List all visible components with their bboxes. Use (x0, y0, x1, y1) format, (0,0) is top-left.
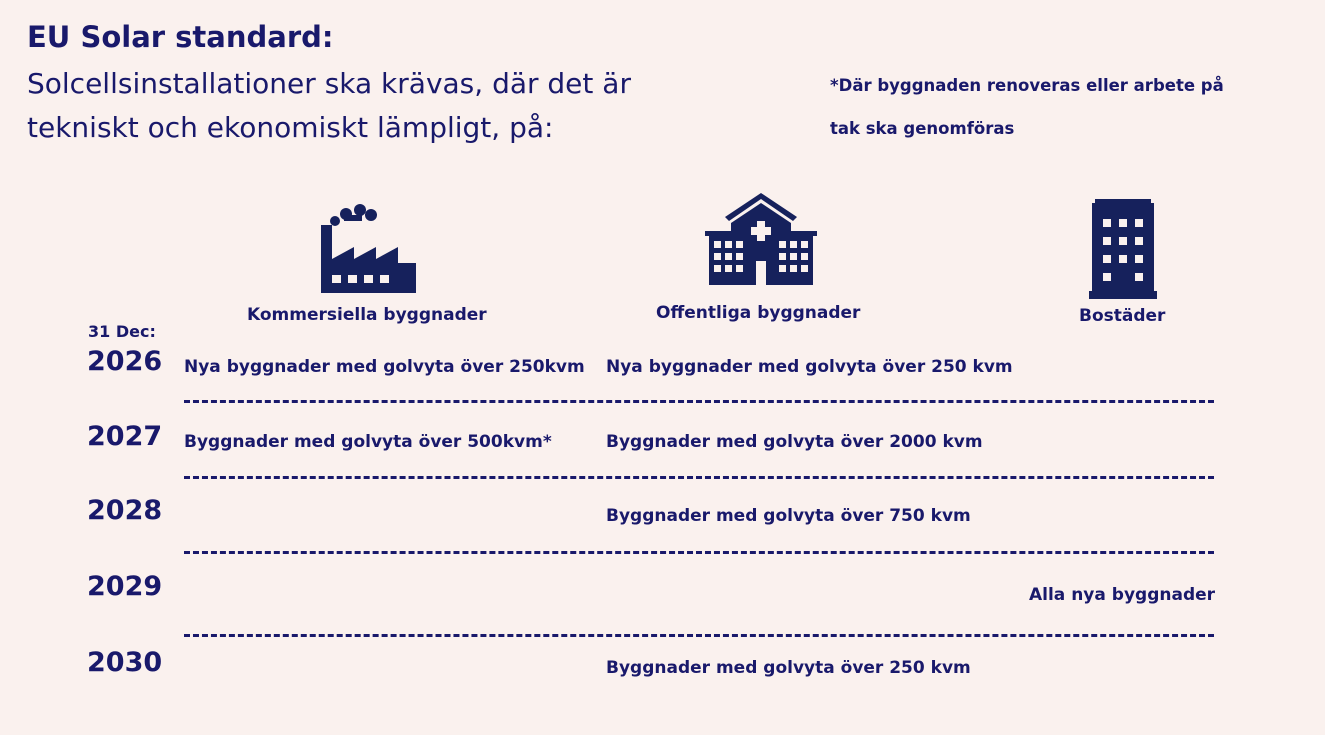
commercial-requirement: Nya byggnader med golvyta över 250kvm (184, 357, 585, 377)
residential-requirement: Alla nya byggnader (1029, 585, 1216, 605)
date-label: 31 Dec: (88, 322, 156, 341)
year-label: 2029 (87, 571, 163, 602)
page-subtitle: Solcellsinstallationer ska krävas, där det är tekniskt och ekonomiskt lämpligt, på: (27, 67, 631, 144)
row-divider (184, 551, 1214, 554)
year-label: 2027 (87, 421, 163, 452)
year-label: 2030 (87, 647, 163, 678)
factory-icon (318, 203, 418, 295)
public-building-icon (705, 193, 817, 287)
row-divider (184, 400, 1214, 403)
row-divider (184, 634, 1214, 637)
year-label: 2028 (87, 495, 163, 526)
public-requirement: Byggnader med golvyta över 2000 kvm (606, 432, 983, 452)
column-label-commercial: Kommersiella byggnader (247, 305, 487, 325)
commercial-requirement: Byggnader med golvyta över 500kvm* (184, 432, 552, 452)
public-requirement: Nya byggnader med golvyta över 250 kvm (606, 357, 1013, 377)
year-label: 2026 (87, 346, 163, 377)
public-requirement: Byggnader med golvyta över 250 kvm (606, 658, 971, 678)
residential-tower-icon (1089, 197, 1157, 301)
row-divider (184, 476, 1214, 479)
public-requirement: Byggnader med golvyta över 750 kvm (606, 506, 971, 526)
column-label-public: Offentliga byggnader (656, 303, 861, 323)
column-label-residential: Bostäder (1079, 306, 1166, 326)
page-title: EU Solar standard: (27, 20, 334, 54)
footnote: *Där byggnaden renoveras eller arbete på tak ska genomföras (830, 76, 1224, 138)
